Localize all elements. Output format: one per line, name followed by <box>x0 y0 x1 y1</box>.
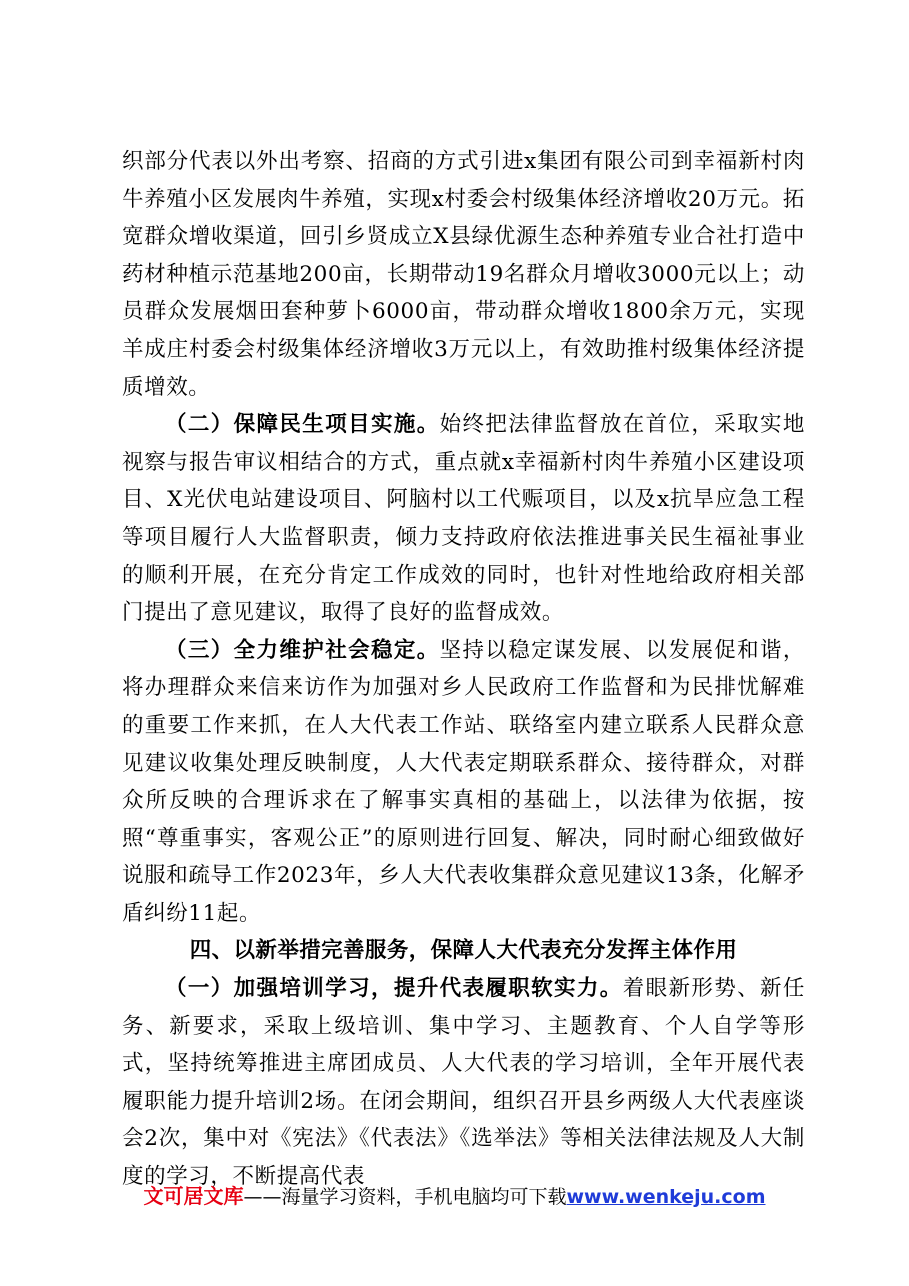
paragraph-text: 始终把法律监督放在首位，采取实地视察与报告审议相结合的方式，重点就x幸福新村肉牛养殖小区建设项目、X光伏电站建设项目、阿脑村以工代赈项目，以及x抗旱应急工程等项目履行人大监督职责，倾力支持政府依法推进事关民生福祉事业的顺利开展，在充分肯定工作成效的同时，也针对性地给政府相关部门提出了意见建议，取得了良好的监督成效。 <box>122 412 805 626</box>
paragraph-text: 坚持以稳定谋发展、以发展促和谐，将办理群众来信来访作为加强对乡人民政府工作监督和为民排忧解难的重要工作来抓，在人大代表工作站、联络室内建立联系人民群众意见建议收集处理反映制度，人大代表定期联系群众、接待群众，对群众所反映的合理诉求在了解事实真相的基础上，以法律为依据，按照“尊重事实，客观公正”的原则进行回复、解决，同时耐心细致做好说服和疏导工作2023年，乡人大代表收集群众意见建议13条，化解矛盾纠纷11起。 <box>122 637 805 926</box>
paragraph-text: 织部分代表以外出考察、招商的方式引进x集团有限公司到幸福新村肉牛养殖小区发展肉牛养殖，实现x村委会村级集体经济增收20万元。拓宽群众增收渠道，回引乡贤成立X县绿优源生态种养殖专业合社打造中药材种植示范基地200亩，长期带动19名群众月增收3000元以上；动员群众发展烟田套种萝卜6000亩，带动群众增收1800余万元，实现羊成庄村委会村级集体经济增收3万元以上，有效助推村级集体经济提质增效。 <box>122 149 805 400</box>
paragraph-livelihood-projects <box>122 406 805 632</box>
website-link[interactable]: www.wenkeju.com <box>566 1186 766 1208</box>
paragraph-text: 着眼新形势、新任务、新要求，采取上级培训、集中学习、主题教育、个人自学等形式，坚持统筹推进主席团成员、人大代表的学习培训，全年开展代表履职能力提升培训2场。在闭会期间，组织召开县乡两级人大代表座谈会2次，集中对《宪法》《代表法》《选举法》等相关法律法规及人大制度的学习，不断提高代表 <box>122 976 805 1190</box>
paragraph-lead: （一）加强培训学习，提升代表履职软实力。 <box>165 976 623 1002</box>
brand-name: 文可居文库 <box>143 1184 244 1208</box>
paragraph-lead: （二）保障民生项目实施。 <box>165 412 440 438</box>
paragraph-social-stability <box>122 632 805 933</box>
paragraph-collective-economy <box>122 143 805 406</box>
footer-banner <box>0 1180 909 1213</box>
section-heading: 四、以新举措完善服务，保障人大代表充分发挥主体作用 <box>189 938 738 964</box>
footer-tagline: ——海量学习资料，手机电脑均可下载 <box>243 1186 567 1208</box>
paragraph-lead: （三）全力维护社会稳定。 <box>165 637 440 663</box>
paragraph-training <box>122 970 805 1196</box>
document-body <box>122 143 805 1196</box>
